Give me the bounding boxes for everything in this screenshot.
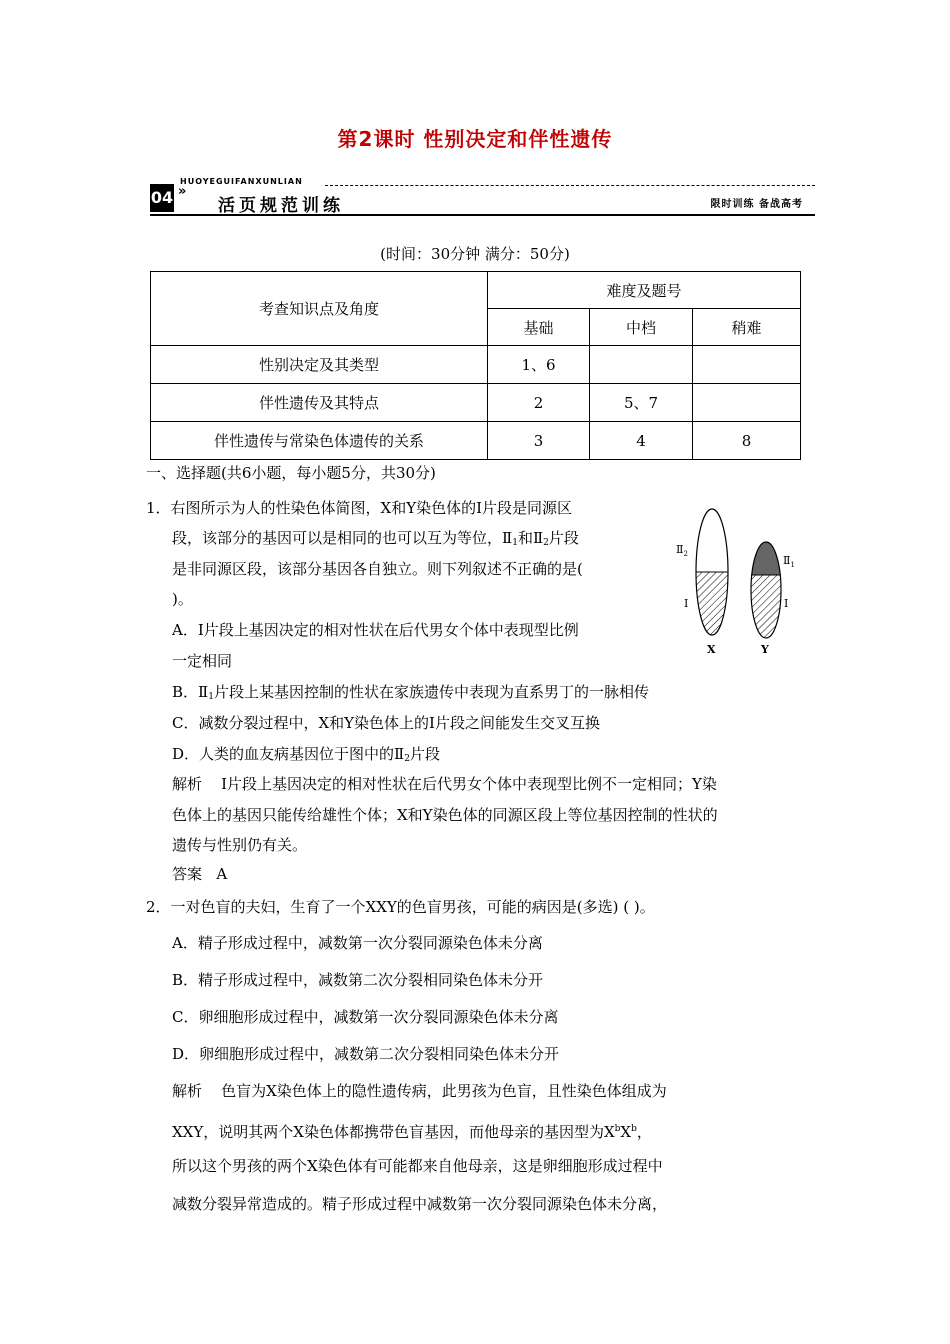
q1-option-b: B．$Ⅱ_1$片段上某基因控制的性状在家族遗传中表现为直系男丁的一脉相传 bbox=[172, 683, 649, 702]
chevron-icon: » bbox=[178, 184, 187, 199]
label-i-right: Ⅰ bbox=[784, 597, 789, 610]
level-hard: 稍难 bbox=[693, 309, 801, 346]
level-medium: 中档 bbox=[590, 309, 693, 346]
row-hard bbox=[693, 346, 801, 384]
q2-option-c: C．卵细胞形成过程中，减数第一次分裂同源染色体未分离 bbox=[172, 1008, 559, 1026]
banner-slogan: 限时训练 备战高考 bbox=[710, 199, 803, 210]
q2-option-a: A．精子形成过程中，减数第一次分裂同源染色体未分离 bbox=[172, 934, 543, 952]
y-chromosome bbox=[751, 542, 781, 640]
row-basic: 1、6 bbox=[488, 346, 590, 384]
header-difficulty: 难度及题号 bbox=[488, 272, 801, 309]
q1-option-a-cont: 一定相同 bbox=[172, 652, 233, 670]
label-x: X bbox=[707, 643, 716, 656]
banner-number: 04 bbox=[150, 184, 174, 212]
row-basic: 2 bbox=[488, 384, 590, 422]
banner-dotted-line bbox=[325, 185, 815, 186]
q2-stem: 2．一对色盲的夫妇，生育了一个XXY的色盲男孩，可能的病因是(多选) ( )。 bbox=[146, 898, 655, 916]
q1-stem-line1: 1．右图所示为人的性染色体简图，X和Y染色体的Ⅰ片段是同源区 bbox=[146, 499, 573, 517]
page-title: 第2课时 性别决定和伴性遗传 bbox=[337, 127, 613, 151]
row-medium: 5、7 bbox=[590, 384, 693, 422]
q1-stem-line4: )。 bbox=[172, 590, 193, 608]
section-heading: 一、选择题(共6小题，每小题5分，共30分) bbox=[146, 464, 436, 482]
q1-option-a: A．Ⅰ片段上基因决定的相对性状在后代男女个体中表现型比例 bbox=[172, 621, 579, 639]
row-topic: 性别决定及其类型 bbox=[151, 346, 488, 384]
row-basic: 3 bbox=[488, 422, 590, 460]
q1-option-c: C．减数分裂过程中，X和Y染色体上的Ⅰ片段之间能发生交叉互换 bbox=[172, 714, 600, 732]
q2-analysis-line2: XXY，说明其两个X染色体都携带色盲基因，而他母亲的基因型为$X^bX^b$， bbox=[172, 1123, 652, 1141]
header-topic: 考查知识点及角度 bbox=[151, 272, 488, 346]
row-hard bbox=[693, 384, 801, 422]
row-medium bbox=[590, 346, 693, 384]
label-ii1: $Ⅱ_1$ bbox=[783, 554, 795, 569]
table-row bbox=[151, 346, 801, 384]
q1-stem-line2: 段，该部分的基因可以是相同的也可以互为等位，$Ⅱ_1$和$Ⅱ_2$片段 bbox=[172, 529, 579, 548]
row-topic: 伴性遗传与常染色体遗传的关系 bbox=[151, 422, 488, 460]
q2-analysis-line3: 所以这个男孩的两个X染色体有可能都来自他母亲，这是卵细胞形成过程中 bbox=[172, 1157, 663, 1175]
table-row bbox=[151, 422, 801, 460]
row-medium: 4 bbox=[590, 422, 693, 460]
banner-pinyin: HUOYEGUIFANXUNLIAN bbox=[180, 177, 303, 186]
q1-analysis-line3: 遗传与性别仍有关。 bbox=[172, 836, 308, 854]
chromosome-diagram bbox=[670, 505, 795, 660]
label-ii2: $Ⅱ_2$ bbox=[676, 543, 688, 558]
row-topic: 伴性遗传及其特点 bbox=[151, 384, 488, 422]
q2-analysis-line4: 减数分裂异常造成的。精子形成过程中减数第一次分裂同源染色体未分离， bbox=[172, 1195, 668, 1213]
knowledge-table bbox=[150, 271, 801, 460]
q2-option-b: B．精子形成过程中，减数第二次分裂相同染色体未分开 bbox=[172, 971, 544, 989]
section-banner bbox=[150, 178, 815, 218]
table-row bbox=[151, 384, 801, 422]
row-hard: 8 bbox=[693, 422, 801, 460]
q2-option-d: D．卵细胞形成过程中，减数第二次分裂相同染色体未分开 bbox=[172, 1045, 560, 1063]
level-basic: 基础 bbox=[488, 309, 590, 346]
q1-analysis-line1: 解析 Ⅰ片段上基因决定的相对性状在后代男女个体中表现型比例不一定相同；Y染 bbox=[172, 775, 717, 793]
x-chromosome bbox=[696, 509, 728, 638]
label-y: Y bbox=[761, 643, 769, 656]
q1-stem-line3: 是非同源区段，该部分基因各自独立。则下列叙述不正确的是( bbox=[172, 560, 583, 578]
banner-name: 活页规范训练 bbox=[218, 196, 344, 216]
q1-analysis-line2: 色体上的基因只能传给雄性个体；X和Y染色体的同源区段上等位基因控制的性状的 bbox=[172, 806, 718, 824]
q1-option-d: D．人类的血友病基因位于图中的$Ⅱ_2$片段 bbox=[172, 745, 440, 764]
q2-analysis-line1: 解析 色盲为X染色体上的隐性遗传病，此男孩为色盲，且性染色体组成为 bbox=[172, 1082, 667, 1100]
time-info: (时间：30分钟 满分：50分) bbox=[380, 245, 570, 263]
label-i-left: Ⅰ bbox=[684, 597, 689, 610]
q1-answer: 答案 A bbox=[172, 865, 228, 883]
